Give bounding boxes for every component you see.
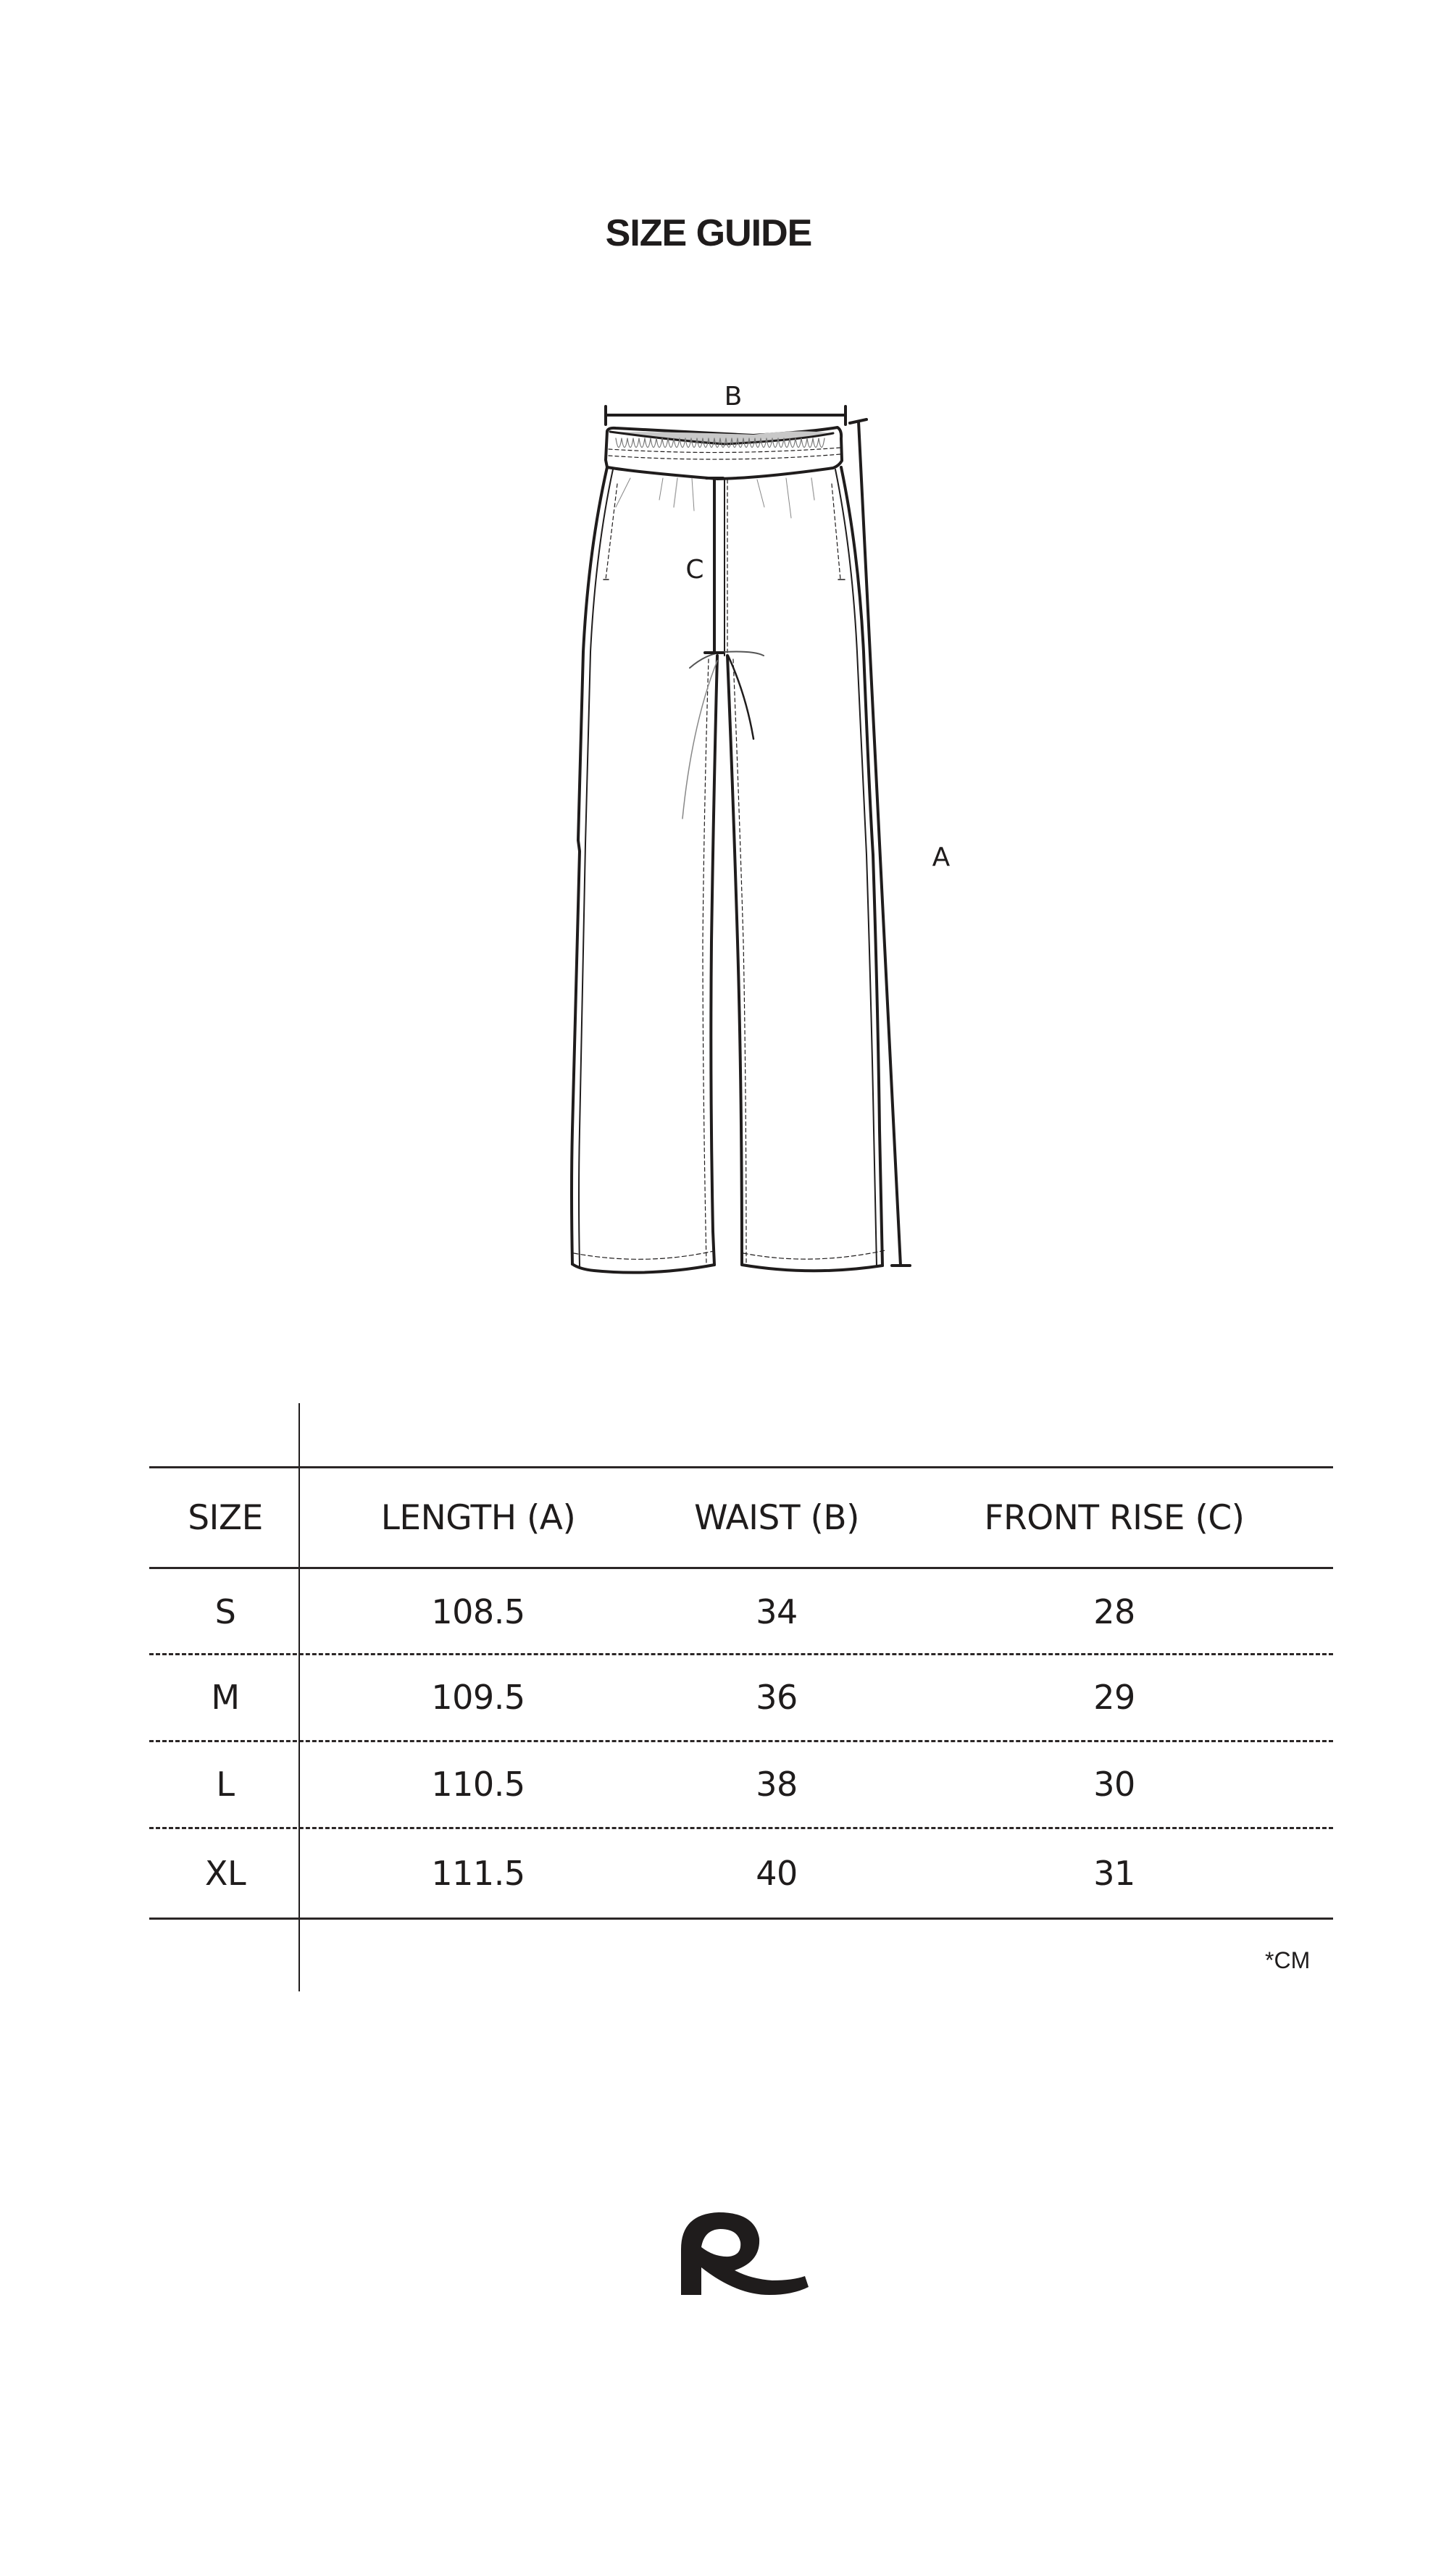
dimension-label-front-rise: C [685,555,704,585]
table-row-divider [149,1827,1333,1829]
header-front-rise: FRONT RISE (C) [984,1498,1245,1538]
waist-cell: 40 [756,1854,798,1893]
table-bottom-rule [149,1918,1333,1920]
length-cell: 111.5 [431,1854,525,1893]
front-rise-cell: 28 [1093,1592,1135,1631]
table-header-rule [149,1567,1333,1569]
table-row-divider [149,1740,1333,1742]
table-top-rule [149,1466,1333,1468]
size-cell: M [211,1678,240,1717]
length-cell: 108.5 [431,1592,525,1631]
length-cell: 109.5 [431,1678,525,1717]
brand-r-logo-icon [678,2209,810,2300]
unit-note: *CM [1265,1947,1311,1973]
front-rise-cell: 29 [1093,1678,1135,1717]
length-cell: 110.5 [431,1765,525,1804]
front-rise-cell: 30 [1093,1765,1135,1804]
front-rise-cell: 31 [1093,1854,1135,1893]
waist-cell: 38 [756,1765,798,1804]
size-cell: L [216,1765,235,1804]
table-column-divider [298,1403,300,1991]
brand-logo [678,2209,810,2300]
dimension-label-waist: B [724,382,743,411]
header-waist: WAIST (B) [694,1498,859,1538]
header-length: LENGTH (A) [380,1498,576,1538]
size-cell: S [214,1592,236,1631]
header-size: SIZE [188,1498,263,1538]
page-title: SIZE GUIDE [605,212,812,254]
table-row-divider [149,1653,1333,1655]
waist-cell: 36 [756,1678,798,1717]
dimension-label-length: A [932,842,951,872]
waist-cell: 34 [756,1592,798,1631]
size-cell: XL [204,1854,246,1893]
